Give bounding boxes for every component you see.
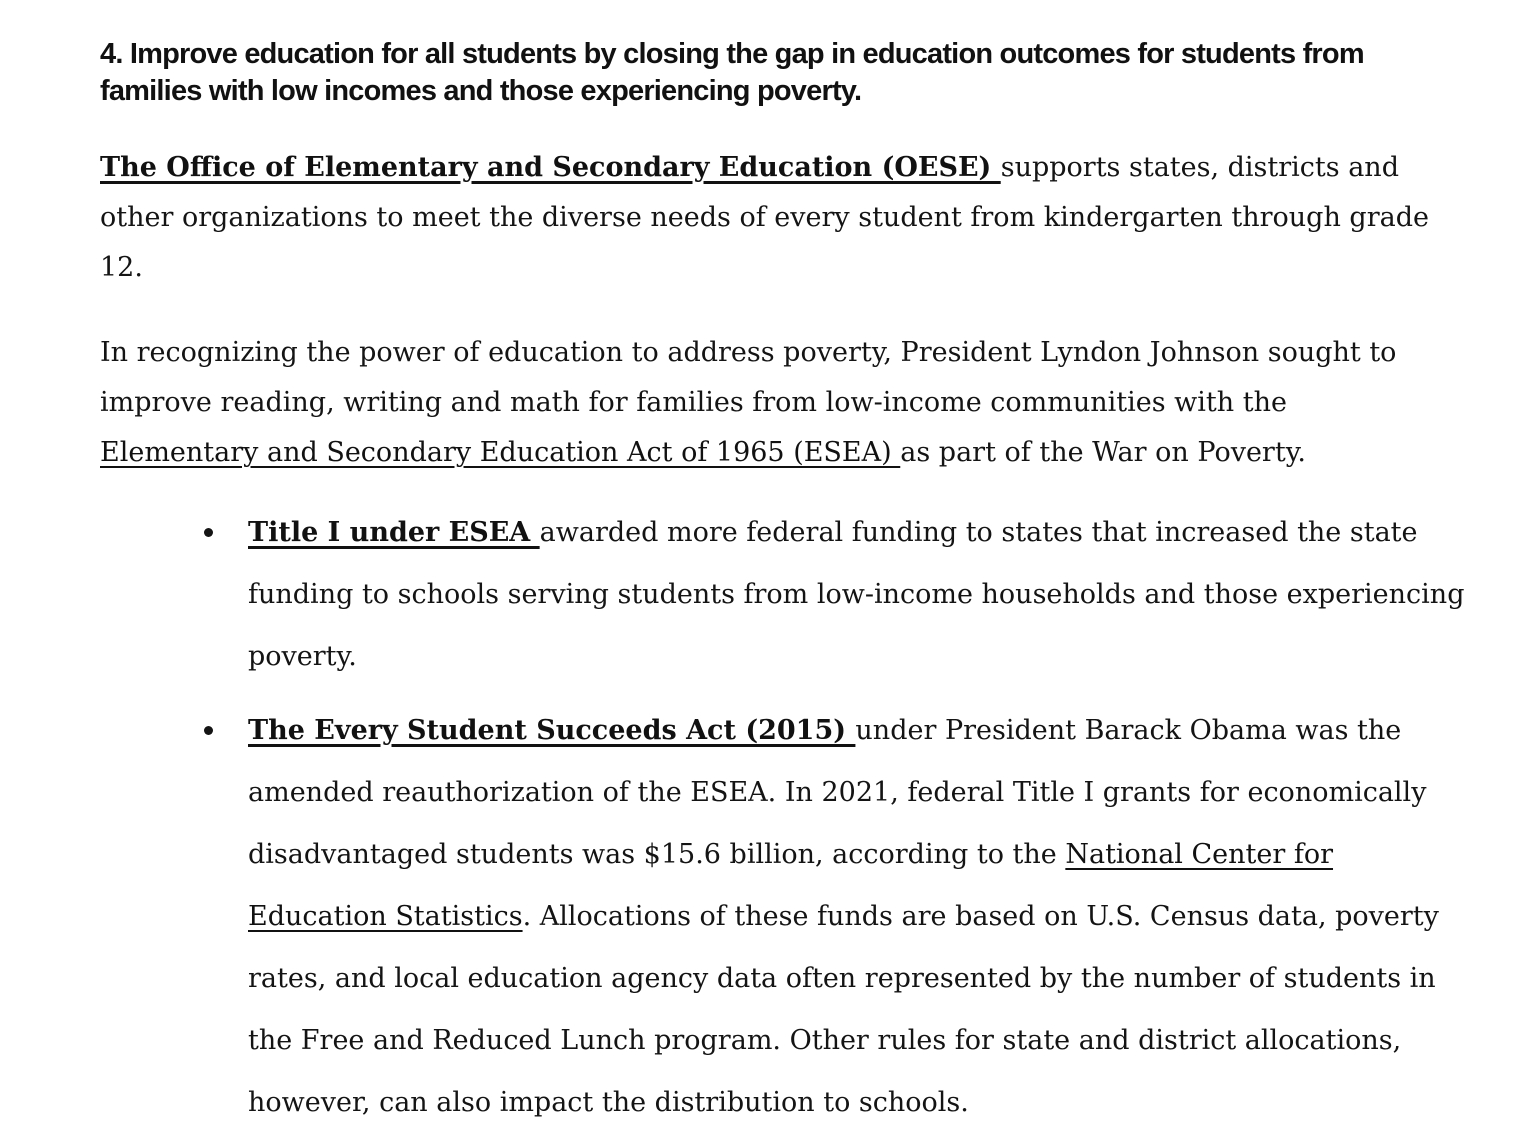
- paragraph-esea-text-after: as part of the War on Poverty.: [900, 437, 1306, 468]
- paragraph-esea: [100, 328, 1445, 478]
- esea-1965-link[interactable]: Elementary and Secondary Education Act of 1965 (ESEA): [100, 437, 901, 468]
- paragraph-oese: [100, 143, 1445, 293]
- paragraph-esea-text-before: In recognizing the power of education to address poverty, President Lyndon Johnson sought to improve reading, writing and math for families from low-income communities with the: [100, 337, 1397, 418]
- list-item-title1-text: awarded more federal funding to states that increased the state funding to schools serving students from low-income households and those experiencing poverty.: [248, 517, 1465, 672]
- paragraph-oese-text: supports states, districts and other organizations to meet the diverse needs of every student from kindergarten through grade 12.: [100, 152, 1429, 283]
- list-item-title1: [248, 502, 1478, 688]
- essa-2015-link[interactable]: The Every Student Succeeds Act (2015): [248, 715, 856, 746]
- list-item-essa-text-2: . Allocations of these funds are based on U.S. Census data, poverty rates, and local education agency data often represented by the number of students in the Free and Reduced Lunch program. Other rules for state and district allocations, however, can also impact the distribution to schools.: [248, 901, 1439, 1118]
- list-item-essa: [248, 700, 1478, 1134]
- bullet-icon: [204, 726, 213, 735]
- bullet-list: [100, 502, 1478, 1134]
- section-heading: 4. Improve education for all students by closing the gap in education outcomes for students from families with low incomes and those experiencing poverty.: [100, 38, 1364, 107]
- oese-link[interactable]: The Office of Elementary and Secondary Education (OESE): [100, 152, 1001, 183]
- list-item-essa-text-1: under President Barack Obama was the amended reauthorization of the ESEA. In 2021, federal Title I grants for economically disadvantaged students was $15.6 billion, according to the: [248, 715, 1427, 870]
- bullet-icon: [204, 528, 213, 537]
- title1-esea-link[interactable]: Title I under ESEA: [248, 517, 540, 548]
- nces-link[interactable]: National Center for Education Statistics: [248, 839, 1334, 932]
